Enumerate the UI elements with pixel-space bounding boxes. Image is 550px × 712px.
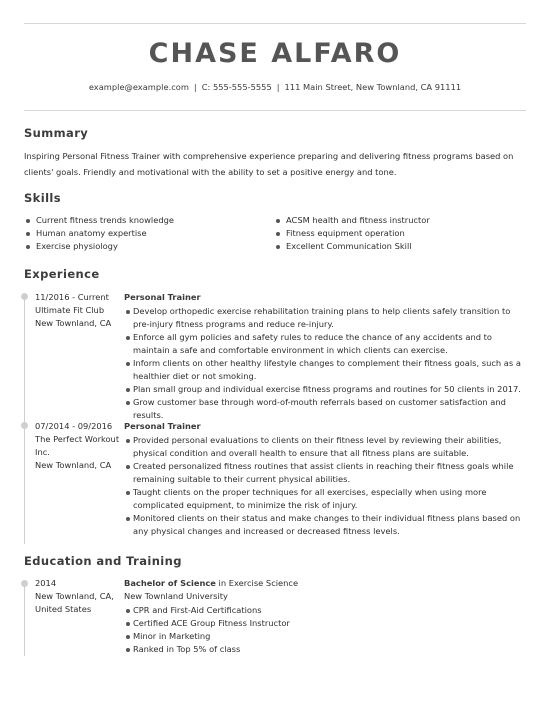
separator: | — [276, 82, 280, 92]
job-bullet: Provided personal evaluations to clients on their fitness level by reviewing their abilities, physical condition and overall health to ensure that all fitness plans are suitable. — [124, 434, 524, 460]
summary-heading: Summary — [24, 126, 89, 140]
job-bullet: Inform clients on other healthy lifestyle changes to complement their fitness goals, such as a healthier diet or not smoking. — [124, 357, 524, 383]
timeline-dot — [21, 293, 28, 300]
job-bullets — [124, 305, 524, 422]
skill-item: Excellent Communication Skill — [274, 240, 524, 253]
education-heading: Education and Training — [24, 554, 182, 568]
job-bullet: Develop orthopedic exercise rehabilitation training plans to help clients safely transition to pre-injury fitness programs and reduce re-injury. — [124, 305, 524, 331]
skill-item: Current fitness trends knowledge — [24, 214, 264, 227]
job-bullets — [124, 434, 524, 538]
education-meta — [35, 577, 125, 616]
skill-item: ACSM health and fitness instructor — [274, 214, 524, 227]
skill-item: Fitness equipment operation — [274, 227, 524, 240]
degree-line — [124, 577, 524, 590]
address: 111 Main Street, New Townland, CA 91111 — [284, 82, 462, 92]
job-bullet: Taught clients on the proper techniques for all exercises, especially when using more complicated equipment, to minimize the risk of injury. — [124, 486, 524, 512]
skills-right-list — [274, 214, 524, 253]
job-details — [124, 291, 524, 422]
job-bullet: Created personalized fitness routines that assist clients in reaching their fitness goals while remaining suitable to their current physical abilities. — [124, 460, 524, 486]
skill-item: Human anatomy expertise — [24, 227, 264, 240]
job-bullet: Enforce all gym policies and safety rules to reduce the chance of any accidents and to maintain a safe and comfortable environment in which clients can exercise. — [124, 331, 524, 357]
job-meta — [35, 291, 125, 330]
timeline-dot — [21, 580, 28, 587]
education-details — [124, 577, 524, 656]
timeline-dot — [21, 422, 28, 429]
job-bullet: Plan small group and individual exercise fitness programs and routines for 50 clients in 2017. — [124, 383, 524, 396]
job-location: New Townland, CA — [35, 318, 112, 328]
candidate-name: CHASE ALFARO — [148, 38, 402, 69]
job-location: New Townland, CA — [35, 460, 112, 470]
header-divider — [24, 110, 526, 111]
education-bullet: CPR and First-Aid Certifications — [124, 604, 524, 617]
experience-heading: Experience — [24, 267, 100, 281]
education-timeline — [24, 583, 25, 656]
skills-heading: Skills — [24, 191, 62, 205]
job-bullet: Grow customer base through word-of-mouth referrals based on customer satisfaction and results. — [124, 396, 524, 422]
job-meta — [35, 420, 125, 472]
contact-line — [0, 82, 550, 92]
school-name: New Townland University — [124, 591, 228, 601]
company: Ultimate Fit Club — [35, 305, 105, 315]
graduation-year: 2014 — [35, 578, 57, 588]
summary-text: Inspiring Personal Fitness Trainer with comprehensive experience preparing and delivering fitness programs based on clients' goals. Friendly and motivational with the ability to set a positive energy and tone. — [24, 151, 514, 177]
top-divider — [24, 23, 526, 24]
company: The Perfect Workout Inc. — [35, 434, 120, 457]
skills-left-list — [24, 214, 264, 253]
experience-timeline — [24, 296, 25, 544]
degree: Bachelor of Science — [124, 578, 216, 588]
education-bullet: Ranked in Top 5% of class — [124, 643, 524, 656]
education-bullet: Minor in Marketing — [124, 630, 524, 643]
field-of-study: in Exercise Science — [215, 578, 299, 588]
job-bullet: Monitored clients on their status and make changes to their individual fitness plans based on any physical changes and increased or decreased fitness levels. — [124, 512, 524, 538]
email: example@example.com — [88, 82, 189, 92]
education-bullet: Certified ACE Group Fitness Instructor — [124, 617, 524, 630]
separator: | — [193, 82, 197, 92]
skill-item: Exercise physiology — [24, 240, 264, 253]
job-title: Personal Trainer — [124, 292, 201, 302]
job-title: Personal Trainer — [124, 421, 201, 431]
education-location: New Townland, CA, United States — [35, 591, 114, 614]
phone: C: 555-555-5555 — [201, 82, 272, 92]
education-bullets — [124, 604, 524, 656]
job-details — [124, 420, 524, 538]
job-dates: 11/2016 - Current — [35, 292, 109, 302]
job-dates: 07/2014 - 09/2016 — [35, 421, 113, 431]
